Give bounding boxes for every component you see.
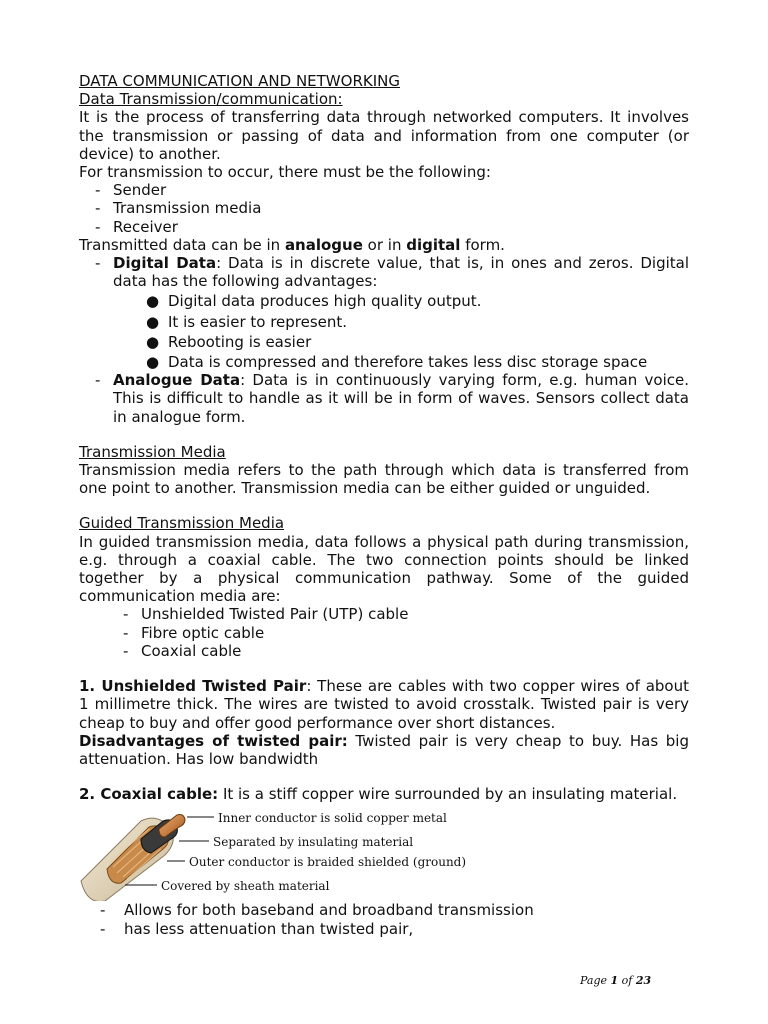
bullet-item: ● Digital data produces high quality output. [146, 292, 482, 311]
list-item-digital: - Digital Data: Data is in discrete value, that is, in ones and zeros. Digital data has the following advantages: [95, 254, 689, 291]
heading-transmission-media: Transmission Media [79, 442, 226, 461]
paragraph-definition: It is the process of transferring data through networked computers. It involves the transmission or passing of data and information from one computer (or device) to another. [79, 108, 689, 163]
coaxial-cable-diagram [79, 809, 689, 901]
label-outer-conductor: Outer conductor is braided shielded (ground) [189, 855, 467, 870]
paragraph-coaxial: 2. Coaxial cable: It is a stiff copper wire surrounded by an insulating material. [79, 785, 678, 804]
page-total: 23 [635, 974, 652, 987]
heading-data-transmission: Data Transmission/communication: [79, 90, 343, 109]
label-sheath: Covered by sheath material [161, 879, 330, 894]
requirement-text: Transmission media [113, 199, 262, 218]
requirement-text: Sender [113, 181, 167, 200]
list-item: - Allows for both baseband and broadband transmission [100, 901, 534, 920]
paragraph-data-forms: Transmitted data can be in analogue or in digital form. [79, 235, 505, 254]
coaxial-term: 2. Coaxial cable: [79, 785, 219, 804]
digital-data-term: Digital Data [113, 254, 217, 273]
paragraph-guided-media: In guided transmission media, data follows a physical path during transmission, e.g. through a coaxial cable. The two connection points should be linked together by a physical communication pathway. Some of the guided communication media are: [79, 532, 689, 606]
requirement-text: Receiver [113, 217, 178, 236]
list-item: - Sender [79, 181, 689, 199]
label-inner-conductor: Inner conductor is solid copper metal [218, 811, 447, 826]
list-item: - Coaxial cable [123, 641, 242, 660]
bullet-item: ● Data is compressed and therefore takes less disc storage space [146, 353, 648, 372]
paragraph-requirements-intro: For transmission to occur, there must be the following: [79, 163, 491, 182]
paragraph-utp-disadvantages: Disadvantages of twisted pair: Twisted pair is very cheap to buy. Has big attenuation. Has low bandwidth [79, 731, 689, 768]
paragraph-utp: 1. Unshielded Twisted Pair: These are cables with two copper wires of about 1 millimetre thick. The wires are twisted to avoid crosstalk. Twisted pair is very cheap to buy and offer good performance over short distances. [79, 677, 689, 732]
heading-guided-media: Guided Transmission Media [79, 514, 285, 533]
list-item: - Unshielded Twisted Pair (UTP) cable [123, 605, 409, 624]
list-item: - Fibre optic cable [123, 623, 265, 642]
analogue-data-term: Analogue Data [113, 371, 241, 390]
list-item: - Receiver [79, 218, 689, 236]
bullet-item: ● Rebooting is easier [146, 332, 312, 351]
list-item: - has less attenuation than twisted pair, [100, 919, 414, 938]
list-item-analogue: - Analogue Data: Data is in continuously varying form, e.g. human voice. This is difficult to handle as it will be in form of waves. Sensors collect data in analogue form. [95, 371, 689, 426]
label-insulating-material: Separated by insulating material [213, 835, 414, 850]
page-number: 1 [610, 974, 619, 987]
document-body [79, 72, 689, 938]
document-title: DATA COMMUNICATION AND NETWORKING [79, 72, 400, 90]
utp-term: 1. Unshielded Twisted Pair [79, 677, 307, 696]
paragraph-transmission-media: Transmission media refers to the path through which data is transferred from one point to another. Transmission media can be either guided or unguided. [79, 461, 689, 498]
utp-disadvantages-term: Disadvantages of twisted pair: [79, 731, 348, 750]
list-item: - Transmission media [79, 199, 689, 217]
page-footer: Page 1 of 23 [580, 974, 652, 987]
bullet-item: ● It is easier to represent. [146, 312, 348, 331]
